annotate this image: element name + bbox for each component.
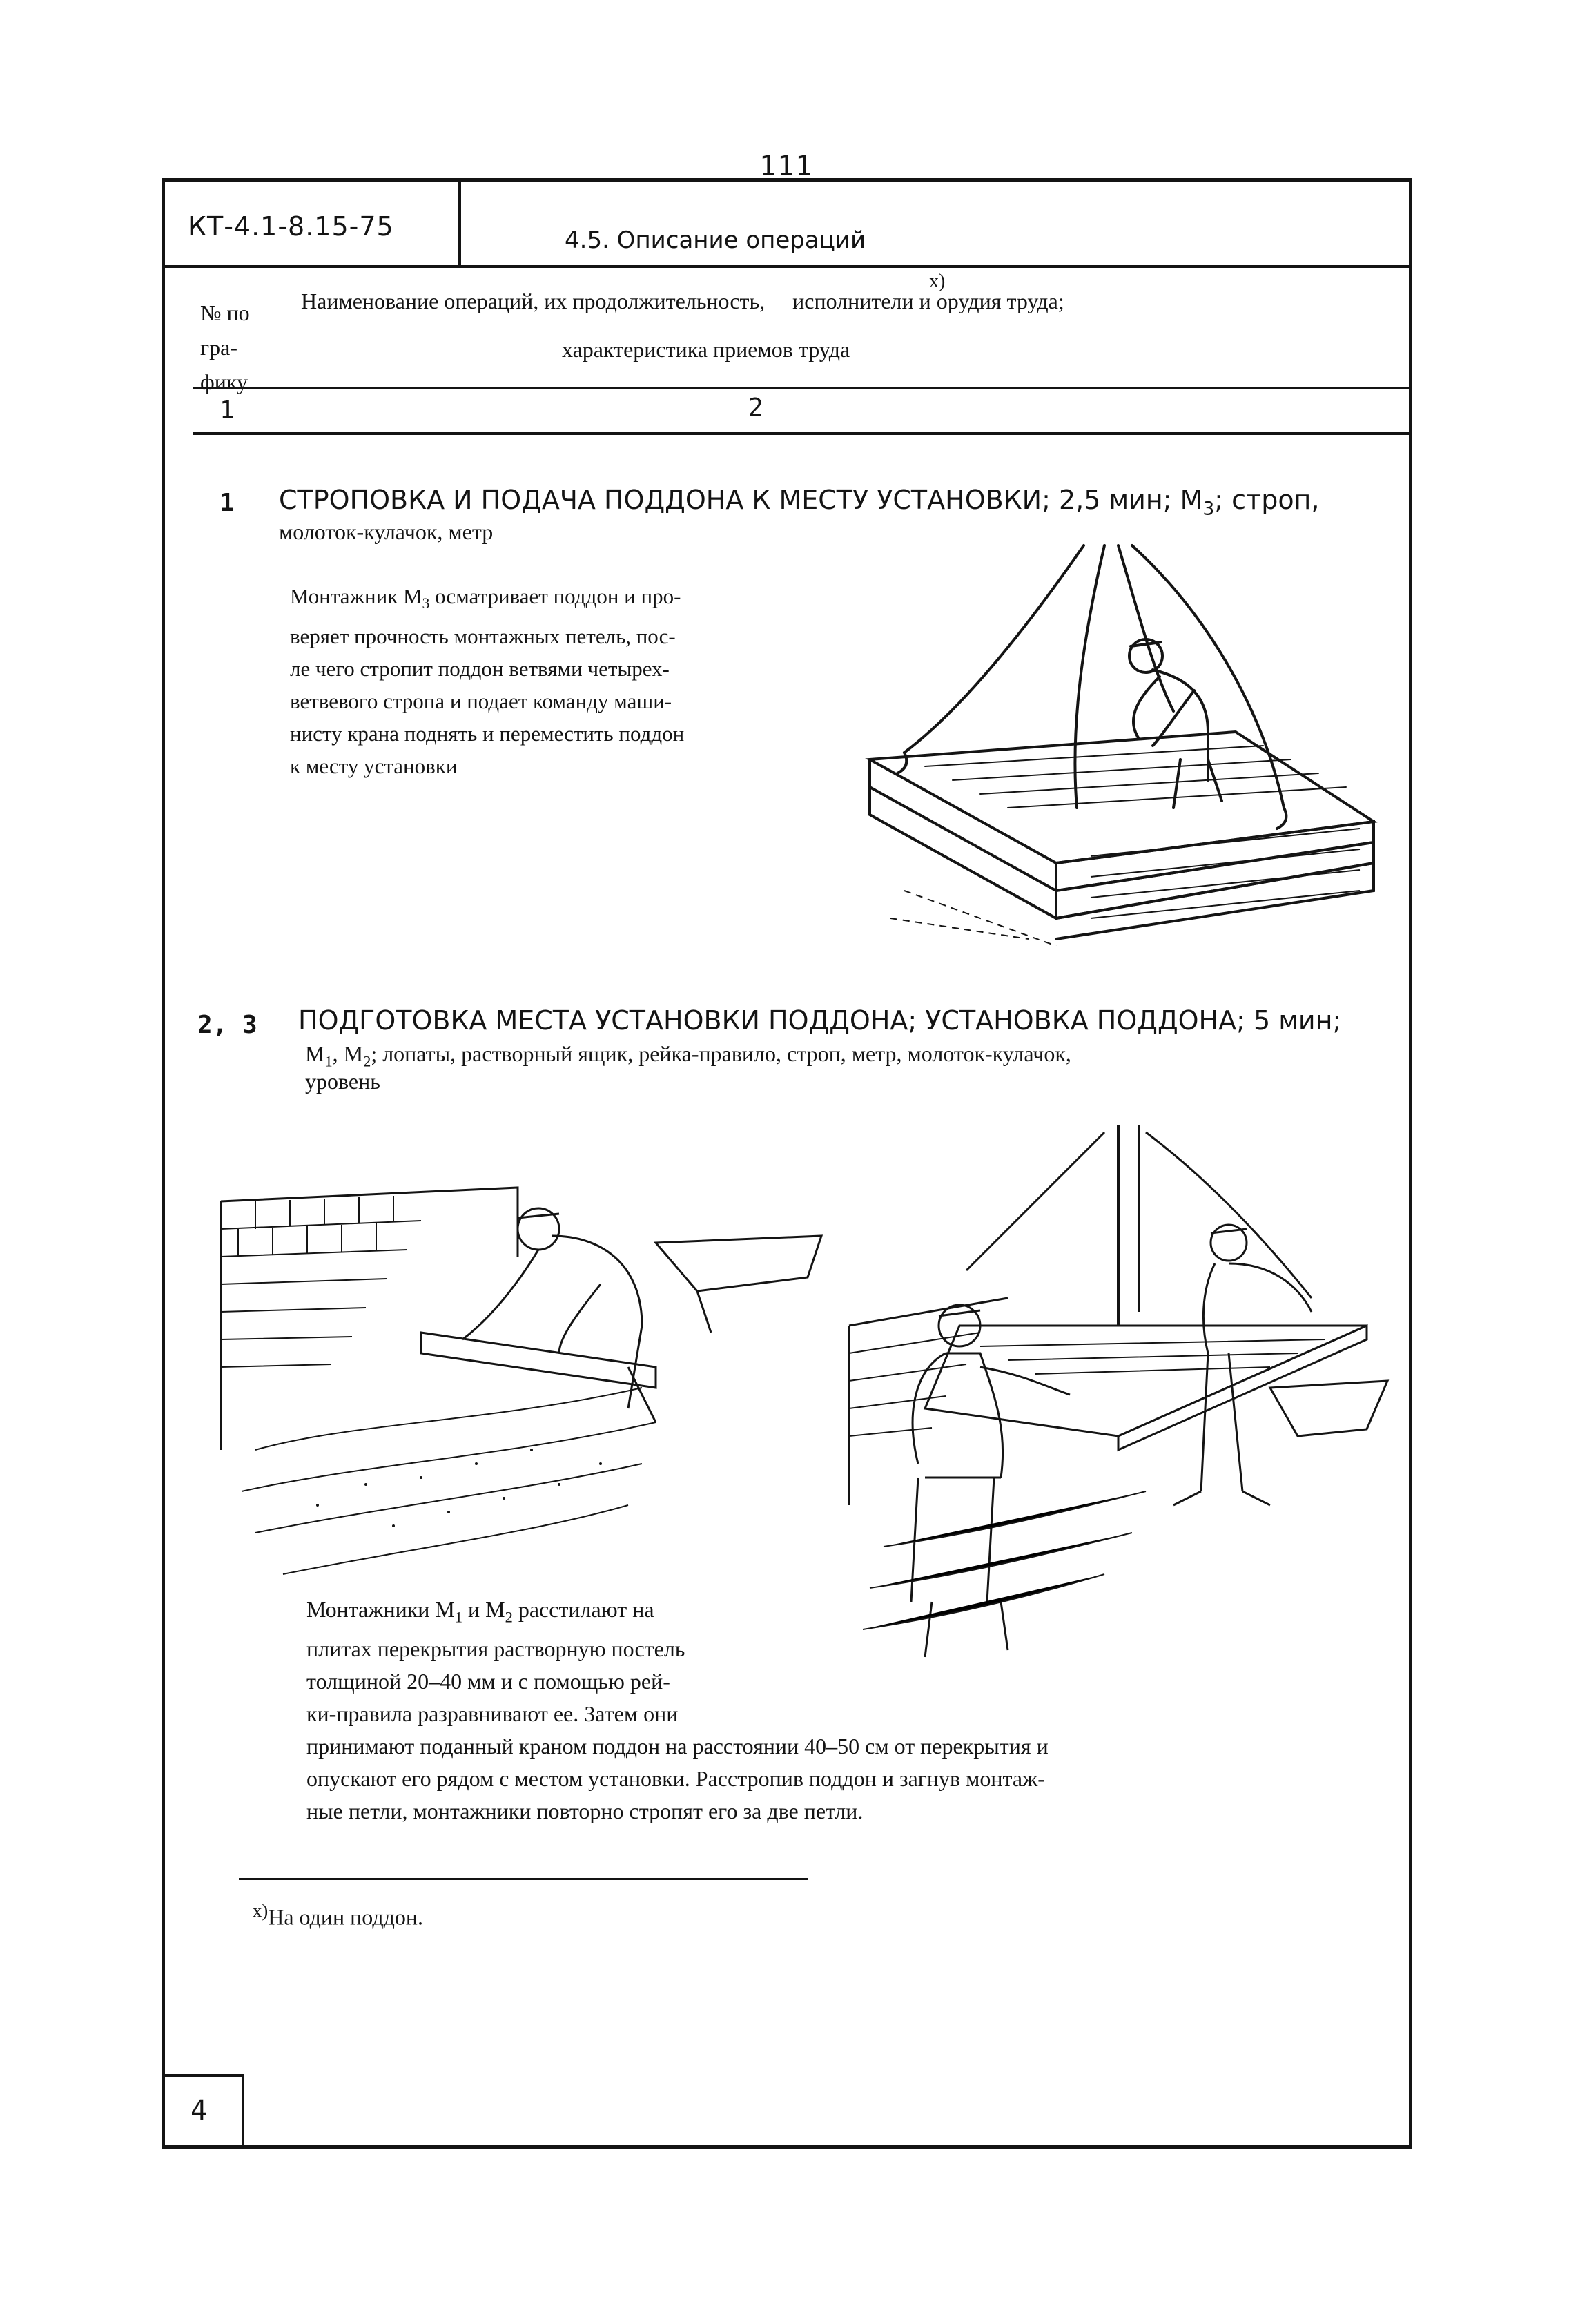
table-header-divider (193, 387, 1412, 389)
leveling-mortar-illustration (214, 1160, 835, 1602)
section-title: 4.5. Описание операций (565, 226, 866, 254)
operation-1-title-sub: 3 (1202, 498, 1215, 520)
op2-tools-sub2: 2 (363, 1052, 371, 1070)
op2-tools-sub1: 1 (324, 1052, 333, 1070)
operation-2-3-description (306, 1594, 1049, 1828)
op1-desc-line1a: Монтажник М (290, 584, 422, 608)
op1-desc-line4: ветвевого стропа и подает команду маши- (290, 689, 672, 714)
op2-tools-c: ; лопаты, растворный ящик, рейка-правило, строп, метр, молоток-кулачок, (371, 1041, 1071, 1066)
operation-2-3-tools-end: уровень (305, 1069, 380, 1094)
column-operations-subheading: характеристика приемов труда (562, 337, 850, 362)
column-operations-heading (301, 289, 1064, 314)
op2-desc-sub1: 1 (454, 1608, 463, 1626)
col1-label-line2: гра- (200, 335, 237, 360)
op2-desc-line6: опускают его рядом с местом установки. Расстропив поддон и загнув монтаж- (306, 1766, 1045, 1792)
column-schedule-number-label (200, 296, 250, 399)
op2-tools-a: М (305, 1041, 325, 1066)
operation-1-title-end: ; строп, (1214, 485, 1320, 515)
footnote-text: На один поддон. (268, 1904, 424, 1930)
footnote-mark-bottom: х) (253, 1900, 269, 1921)
op2-desc-line2: плитах перекрытия растворную постель (306, 1636, 685, 1662)
operation-1-description (290, 580, 684, 782)
col2-heading-start: Наименование операций, их продолжительность, (301, 289, 766, 313)
op2-desc-line4: ки-правила разравнивают ее. Затем они (306, 1701, 679, 1727)
header-divider (162, 265, 1412, 268)
footnote (253, 1900, 423, 1930)
operation-1-tools: молоток-кулачок, метр (279, 519, 494, 544)
op2-desc-sub2: 2 (505, 1608, 513, 1626)
op2-desc-line7: ные петли, монтажники повторно стропят его за две петли. (306, 1799, 864, 1824)
operation-1-title-text: СТРОПОВКА И ПОДАЧА ПОДДОНА К МЕСТУ УСТАНОВКИ; 2,5 мин; М (279, 485, 1203, 515)
operation-2-3-title: ПОДГОТОВКА МЕСТА УСТАНОВКИ ПОДДОНА; УСТАНОВКА ПОДДОНА; 5 мин; (298, 1005, 1342, 1036)
op2-desc-line1a: Монтажники М (306, 1597, 455, 1622)
op1-desc-line3: ле чего стропит поддон ветвями четырех- (290, 657, 670, 681)
operation-2-3-tools (305, 1041, 1071, 1070)
op2-desc-line5: принимают поданный краном поддон на расстоянии 40–50 см от перекрытия и (306, 1734, 1049, 1759)
operation-2-3-number: 2, 3 (197, 1011, 257, 1039)
footnote-mark: х) (929, 271, 946, 292)
operation-1-number: 1 (220, 489, 235, 517)
op1-desc-line1b: осматривает поддон и про- (429, 584, 681, 608)
op1-desc-sub: 3 (422, 595, 430, 612)
operation-1-title (279, 485, 1320, 520)
column-number-2: 2 (748, 394, 763, 422)
column-number-1: 1 (220, 396, 235, 425)
col2-heading-end: исполнители и орудия труда; (792, 289, 1064, 313)
op2-desc-line1c: расстилают на (512, 1597, 654, 1622)
op1-desc-line2: веряет прочность монтажных петель, пос- (290, 624, 676, 649)
op2-tools-b: , М (332, 1041, 364, 1066)
page-number: 111 (759, 151, 814, 182)
op2-desc-line1b: и М (462, 1597, 505, 1622)
col1-label-line3: фику (200, 369, 248, 394)
column-number-divider (193, 432, 1412, 435)
slinging-pallet-illustration (849, 532, 1387, 946)
op1-desc-line6: к месту установки (290, 754, 458, 779)
op2-desc-line3: толщиной 20–40 мм и с помощью рей- (306, 1669, 670, 1694)
footnote-divider (239, 1878, 808, 1880)
col1-label-line1: № по (200, 300, 250, 325)
op1-desc-line5: нисту крана поднять и переместить поддон (290, 722, 685, 746)
sheet-number: 4 (191, 2095, 208, 2127)
doc-code: КТ-4.1-8.15-75 (188, 211, 394, 242)
